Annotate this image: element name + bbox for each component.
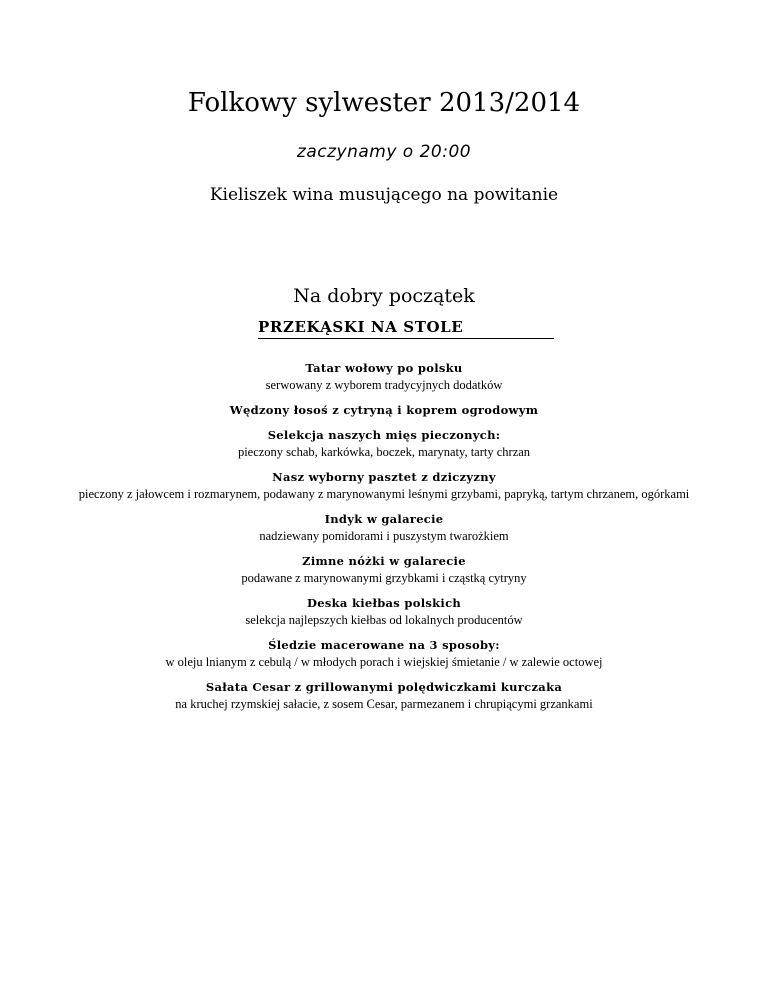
menu-item (56, 360, 712, 394)
menu-item (56, 511, 712, 545)
menu-item-name: Deska kiełbas polskich (306, 596, 462, 610)
menu-item-description: pieczony schab, karkówka, boczek, marynaty, tarty chrzan (237, 445, 531, 459)
menu-item (56, 469, 712, 503)
event-title: Folkowy sylwester 2013/2014 (187, 88, 581, 118)
menu-item-description: nadziewany pomidorami i puszystym twarożkiem (259, 529, 509, 543)
menu-item-name: Nasz wyborny pasztet z dziczyzny (272, 470, 496, 484)
section-heading: PRZEKĄSKI NA STOLE (258, 316, 554, 339)
menu-item-name: Indyk w galarecie (324, 512, 444, 526)
menu-item-name: Selekcja naszych mięs pieczonych: (267, 428, 501, 442)
menu-item (56, 637, 712, 671)
menu-list (56, 360, 712, 721)
welcome-drink: Kieliszek wina musującego na powitanie (209, 185, 559, 205)
menu-item-name: Wędzony łosoś z cytryną i koprem ogrodowym (229, 403, 539, 417)
menu-item-name: Zimne nóżki w galarecie (302, 554, 466, 568)
menu-item-name: Tatar wołowy po polsku (305, 361, 463, 375)
menu-item (56, 679, 712, 713)
menu-item-description: pieczony z jałowcem i rozmarynem, podawany z marynowanymi leśnymi grzybami, papryką, tartym chrzanem, ogórkami (78, 487, 690, 501)
menu-item-description: podawane z marynowanymi grzybkami i cząstką cytryny (241, 571, 527, 585)
start-time: zaczynamy o 20:00 (296, 142, 472, 162)
menu-item (56, 595, 712, 629)
menu-item-description: serwowany z wyborem tradycyjnych dodatków (265, 378, 503, 392)
menu-item-description: w oleju lnianym z cebulą / w młodych porach i wiejskiej śmietanie / w zalewie octowej (165, 655, 603, 669)
menu-item (56, 402, 712, 419)
menu-item (56, 553, 712, 587)
menu-item-name: Śledzie macerowane na 3 sposoby: (268, 638, 500, 652)
menu-item (56, 427, 712, 461)
menu-item-description: na kruchej rzymskiej sałacie, z sosem Cesar, parmezanem i chrupiącymi grzankami (175, 697, 593, 711)
menu-item-description: selekcja najlepszych kiełbas od lokalnych producentów (245, 613, 523, 627)
menu-item-name: Sałata Cesar z grillowanymi polędwiczkami kurczaka (205, 680, 563, 694)
section-title: Na dobry początek (293, 285, 475, 307)
